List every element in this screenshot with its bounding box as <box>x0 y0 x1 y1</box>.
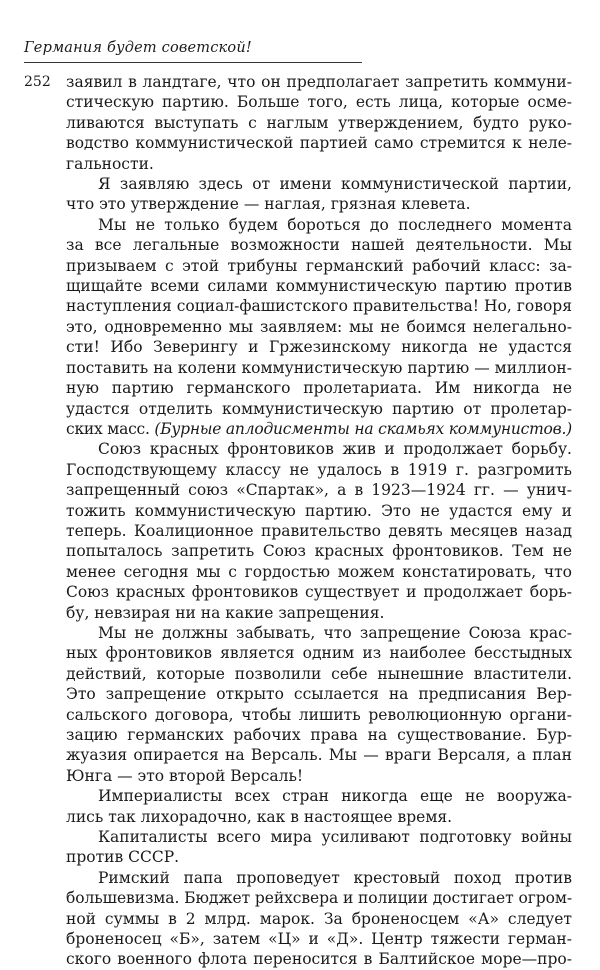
text-fragment: ских масс. <box>66 419 155 438</box>
text-line: удастся отделить коммунистическую партию от пролетар- <box>66 399 572 418</box>
text-line: ных фронтовиков является одним из наиболее бесстыдных <box>66 644 572 663</box>
body-text <box>66 72 572 970</box>
paragraph <box>66 215 572 439</box>
text-line: сти! Ибо Зеверингу и Гржезинскому никогда не удастся <box>66 338 572 357</box>
text-line: поставить на колени коммунистическую партию — миллион- <box>66 358 572 377</box>
text-line: это, одновременно мы заявляем: мы не боимся нелегально- <box>66 317 572 336</box>
text-line: сальского договора, чтобы лишить революционную органи- <box>66 705 572 724</box>
paragraph <box>66 174 572 215</box>
paragraph <box>66 623 572 786</box>
text-line: Господствующему классу не удалось в 1919 г. разгромить <box>66 460 572 479</box>
text-line <box>66 419 572 439</box>
running-title: Германия будет советской! <box>24 40 252 56</box>
paragraph <box>66 786 572 827</box>
text-line: стическую партию. Больше того, есть лица, которые осме- <box>66 93 572 112</box>
text-line: запрещенный союз «Спартак», а в 1923—1924 гг. — унич- <box>66 481 572 500</box>
paragraph <box>66 827 572 868</box>
text-line: Союз красных фронтовиков жив и продолжает борьбу. <box>98 440 572 459</box>
text-line: Юнга — это второй Версаль! <box>66 766 304 785</box>
text-line: Мы не только будем бороться до последнего момента <box>98 215 572 234</box>
text-line: Я заявляю здесь от имени коммунистической партии, <box>98 175 572 194</box>
text-line: против СССР. <box>66 848 180 867</box>
text-line: за все легальные возможности нашей деятельности. Мы <box>66 236 572 255</box>
page-number: 252 <box>24 74 51 90</box>
text-line: ского военного флота переносится в Балтийское море—про- <box>66 950 572 969</box>
text-line: броненосец «Б», затем «Ц» и «Д». Центр тяжести герман- <box>66 930 572 949</box>
text-line: зацию германских рабочих права на существование. Бур- <box>66 726 572 744</box>
text-line: действий, которые позволили себе нынешние властители. <box>66 664 572 683</box>
text-line: жуазия опирается на Версаль. Мы — враги Версаля, а план <box>66 746 572 765</box>
text-line: Империалисты всех стран никогда еще не вооружа- <box>98 787 572 806</box>
text-line: наступления социал-фашистского правительства! Но, говоря <box>66 297 572 316</box>
text-line: призываем с этой трибуны германский рабочий класс: за- <box>66 256 572 275</box>
text-line: Римский папа проповедует крестовый поход против <box>98 868 572 887</box>
text-line: заявил в ландтаге, что он предполагает запретить коммуни- <box>66 73 572 91</box>
text-line: Союз красных фронтовиков существует и продолжает борь- <box>66 583 572 602</box>
text-line: ливаются выступать с наглым утверждением, будто руко- <box>66 113 572 132</box>
text-line: бу, невзирая ни на какие запрещения. <box>66 603 385 622</box>
text-line: Это запрещение открыто ссылается на предписания Вер- <box>66 685 572 704</box>
text-line: большевизма. Бюджет рейхсвера и полиции достигает огром- <box>66 889 572 908</box>
text-line: Мы не должны забывать, что запрещение Союза крас- <box>98 623 572 642</box>
text-line: тожить коммунистическую партию. Это не удастся ему и <box>66 501 572 520</box>
text-line: гальности. <box>66 154 154 173</box>
paragraph <box>66 868 572 970</box>
text-line: ную партию германского пролетариата. Им никогда не <box>66 379 572 398</box>
header-rule <box>24 62 362 63</box>
text-line: щищайте всеми силами коммунистическую партию против <box>66 277 572 296</box>
text-line: менее сегодня мы с гордостью можем констатировать, что <box>66 562 572 581</box>
paragraph <box>66 72 572 174</box>
text-line: теперь. Коалиционное правительство девять месяцев назад <box>66 521 572 540</box>
text-line: Капиталисты всего мира усиливают подготовку войны <box>98 828 572 847</box>
text-line: лись так лихорадочно, как в настоящее время. <box>66 807 453 826</box>
stage-remark: (Бурные аплодисменты на скамьях коммунистов.) <box>154 419 572 438</box>
text-line: что это утверждение — наглая, грязная клевета. <box>66 195 471 214</box>
text-line: водство коммунистической партией само стремится к неле- <box>66 134 572 153</box>
text-line: попыталось запретить Союз красных фронтовиков. Тем не <box>66 542 572 561</box>
text-line: ной суммы в 2 млрд. марок. За броненосцем «А» следует <box>66 909 572 928</box>
paragraph <box>66 439 572 623</box>
